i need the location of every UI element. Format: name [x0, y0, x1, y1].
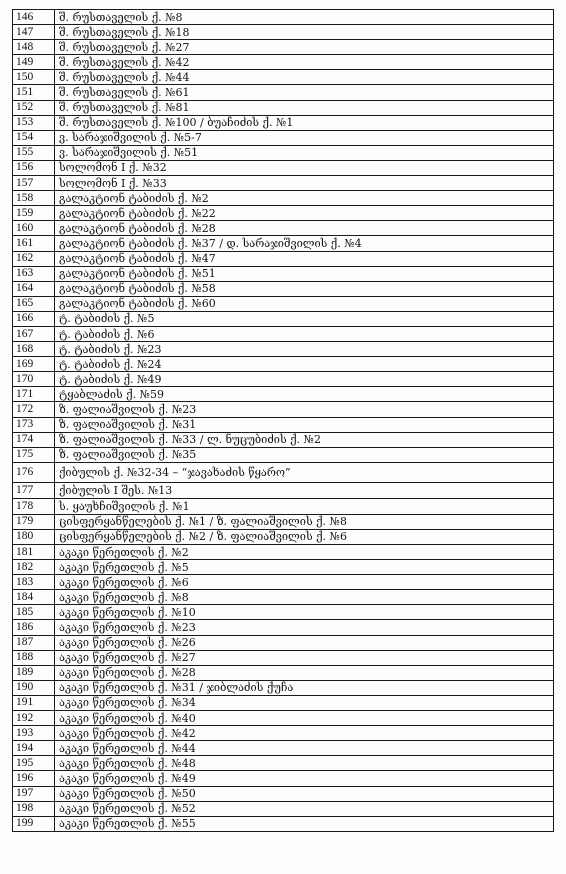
- address-cell: გალაკტიონ ტაბიძის ქ. №2: [55, 191, 554, 206]
- row-number: 195: [13, 756, 55, 771]
- table-row: [13, 741, 554, 756]
- row-number: 183: [13, 575, 55, 590]
- table-row: [13, 695, 554, 710]
- row-number: 180: [13, 529, 55, 544]
- row-number: 182: [13, 560, 55, 575]
- address-cell: აკაკი წერეთლის ქ. №28: [55, 665, 554, 680]
- table-row: [13, 387, 554, 402]
- table-row: [13, 40, 554, 55]
- table-row: [13, 482, 554, 498]
- table-row: [13, 130, 554, 145]
- address-cell: აკაკი წერეთლის ქ. №44: [55, 741, 554, 756]
- row-number: 172: [13, 402, 55, 417]
- row-number: 166: [13, 311, 55, 326]
- table-row: [13, 191, 554, 206]
- table-row: [13, 402, 554, 417]
- table-row: [13, 801, 554, 816]
- table-row: [13, 357, 554, 372]
- row-number: 162: [13, 251, 55, 266]
- address-cell: აკაკი წერეთლის ქ. №23: [55, 620, 554, 635]
- row-number: 193: [13, 726, 55, 741]
- row-number: 192: [13, 711, 55, 726]
- address-cell: გალაკტიონ ტაბიძის ქ. №47: [55, 251, 554, 266]
- address-cell: აკაკი წერეთლის ქ. №26: [55, 635, 554, 650]
- row-number: 175: [13, 447, 55, 462]
- address-cell: ზ. ფალიაშვილის ქ. №31: [55, 417, 554, 432]
- address-cell: ქიბულის I შეს. №13: [55, 482, 554, 498]
- address-cell: გალაკტიონ ტაბიძის ქ. №51: [55, 266, 554, 281]
- row-number: 167: [13, 326, 55, 341]
- table-row: [13, 160, 554, 175]
- address-cell: ცისფერყანწელების ქ. №2 / ზ. ფალიაშვილის ქ. №6: [55, 529, 554, 544]
- table-row: [13, 545, 554, 560]
- row-number: 199: [13, 816, 55, 831]
- address-cell: აკაკი წერეთლის ქ. №27: [55, 650, 554, 665]
- table-row: [13, 281, 554, 296]
- row-number: 178: [13, 498, 55, 514]
- row-number: 181: [13, 545, 55, 560]
- address-cell: ვ. სარაჯიშვილის ქ. №51: [55, 145, 554, 160]
- table-row: [13, 417, 554, 432]
- address-cell: ზ. ფალიაშვილის ქ. №23: [55, 402, 554, 417]
- address-cell: აკაკი წერეთლის ქ. №34: [55, 695, 554, 710]
- address-cell: ტყაბლაძის ქ. №59: [55, 387, 554, 402]
- row-number: 153: [13, 115, 55, 130]
- table-row: [13, 221, 554, 236]
- row-number: 174: [13, 432, 55, 447]
- row-number: 196: [13, 771, 55, 786]
- table-row: [13, 620, 554, 635]
- row-number: 164: [13, 281, 55, 296]
- address-cell: ვ. სარაჯიშვილის ქ. №5-7: [55, 130, 554, 145]
- row-number: 186: [13, 620, 55, 635]
- address-cell: აკაკი წერეთლის ქ. №55: [55, 816, 554, 831]
- row-number: 191: [13, 695, 55, 710]
- table-row: [13, 711, 554, 726]
- address-cell: აკაკი წერეთლის ქ. №42: [55, 726, 554, 741]
- table-row: [13, 816, 554, 831]
- table-row: [13, 771, 554, 786]
- row-number: 184: [13, 590, 55, 605]
- address-cell: ს. ყაუხჩიშვილის ქ. №1: [55, 498, 554, 514]
- table-row: [13, 605, 554, 620]
- address-table-body: [13, 10, 554, 832]
- row-number: 152: [13, 100, 55, 115]
- row-number: 158: [13, 191, 55, 206]
- table-row: [13, 251, 554, 266]
- table-row: [13, 680, 554, 695]
- table-row: [13, 372, 554, 387]
- row-number: 187: [13, 635, 55, 650]
- table-row: [13, 462, 554, 482]
- table-row: [13, 560, 554, 575]
- row-number: 198: [13, 801, 55, 816]
- address-cell: შ. რუსთაველის ქ. №8: [55, 10, 554, 25]
- address-cell: გალაკტიონ ტაბიძის ქ. №60: [55, 296, 554, 311]
- address-cell: აკაკი წერეთლის ქ. №10: [55, 605, 554, 620]
- row-number: 189: [13, 665, 55, 680]
- address-cell: ქიბულის ქ. №32-34 – “ჯავახაძის წყარო”: [55, 462, 554, 482]
- row-number: 177: [13, 482, 55, 498]
- address-cell: აკაკი წერეთლის ქ. №40: [55, 711, 554, 726]
- row-number: 165: [13, 296, 55, 311]
- row-number: 173: [13, 417, 55, 432]
- address-cell: გალაკტიონ ტაბიძის ქ. №58: [55, 281, 554, 296]
- address-cell: შ. რუსთაველის ქ. №42: [55, 55, 554, 70]
- address-cell: აკაკი წერეთლის ქ. №5: [55, 560, 554, 575]
- row-number: 156: [13, 160, 55, 175]
- table-row: [13, 590, 554, 605]
- table-row: [13, 266, 554, 281]
- table-row: [13, 311, 554, 326]
- row-number: 146: [13, 10, 55, 25]
- table-row: [13, 70, 554, 85]
- address-cell: აკაკი წერეთლის ქ. №6: [55, 575, 554, 590]
- row-number: 197: [13, 786, 55, 801]
- table-row: [13, 145, 554, 160]
- address-cell: აკაკი წერეთლის ქ. №8: [55, 590, 554, 605]
- table-row: [13, 206, 554, 221]
- address-cell: გალაკტიონ ტაბიძის ქ. №28: [55, 221, 554, 236]
- address-cell: შ. რუსთაველის ქ. №81: [55, 100, 554, 115]
- address-cell: ზ. ფალიაშვილის ქ. №35: [55, 447, 554, 462]
- table-row: [13, 55, 554, 70]
- table-row: [13, 575, 554, 590]
- table-row: [13, 176, 554, 191]
- row-number: 179: [13, 514, 55, 529]
- table-row: [13, 115, 554, 130]
- table-row: [13, 726, 554, 741]
- table-row: [13, 665, 554, 680]
- address-cell: ტ. ტაბიძის ქ. №23: [55, 342, 554, 357]
- address-cell: შ. რუსთაველის ქ. №61: [55, 85, 554, 100]
- row-number: 154: [13, 130, 55, 145]
- address-cell: აკაკი წერეთლის ქ. №2: [55, 545, 554, 560]
- table-row: [13, 10, 554, 25]
- address-cell: გალაკტიონ ტაბიძის ქ. №22: [55, 206, 554, 221]
- table-row: [13, 342, 554, 357]
- table-row: [13, 514, 554, 529]
- row-number: 188: [13, 650, 55, 665]
- table-row: [13, 236, 554, 251]
- address-cell: აკაკი წერეთლის ქ. №48: [55, 756, 554, 771]
- address-cell: ტ. ტაბიძის ქ. №5: [55, 311, 554, 326]
- address-cell: შ. რუსთაველის ქ. №18: [55, 25, 554, 40]
- address-cell: გალაკტიონ ტაბიძის ქ. №37 / დ. სარაჯიშვილის ქ. №4: [55, 236, 554, 251]
- address-cell: შ. რუსთაველის ქ. №27: [55, 40, 554, 55]
- address-cell: აკაკი წერეთლის ქ. №52: [55, 801, 554, 816]
- address-cell: ტ. ტაბიძის ქ. №24: [55, 357, 554, 372]
- table-row: [13, 635, 554, 650]
- row-number: 148: [13, 40, 55, 55]
- address-table: [12, 9, 554, 832]
- address-cell: ცისფერყანწელების ქ. №1 / ზ. ფალიაშვილის ქ. №8: [55, 514, 554, 529]
- row-number: 160: [13, 221, 55, 236]
- row-number: 150: [13, 70, 55, 85]
- address-cell: სოლომონ I ქ. №33: [55, 176, 554, 191]
- row-number: 159: [13, 206, 55, 221]
- row-number: 161: [13, 236, 55, 251]
- table-row: [13, 100, 554, 115]
- address-cell: აკაკი წერეთლის ქ. №49: [55, 771, 554, 786]
- address-cell: სოლომონ I ქ. №32: [55, 160, 554, 175]
- row-number: 151: [13, 85, 55, 100]
- table-row: [13, 498, 554, 514]
- address-cell: ტ. ტაბიძის ქ. №49: [55, 372, 554, 387]
- row-number: 155: [13, 145, 55, 160]
- row-number: 168: [13, 342, 55, 357]
- address-cell: აკაკი წერეთლის ქ. №31 / ჯიბლაძის ქუჩა: [55, 680, 554, 695]
- table-row: [13, 650, 554, 665]
- address-cell: ზ. ფალიაშვილის ქ. №33 / ლ. ნუცუბიძის ქ. №2: [55, 432, 554, 447]
- table-row: [13, 756, 554, 771]
- address-cell: შ. რუსთაველის ქ. №100 / ბუაჩიძის ქ. №1: [55, 115, 554, 130]
- table-row: [13, 529, 554, 544]
- table-row: [13, 786, 554, 801]
- row-number: 185: [13, 605, 55, 620]
- row-number: 190: [13, 680, 55, 695]
- row-number: 176: [13, 462, 55, 482]
- address-cell: ტ. ტაბიძის ქ. №6: [55, 326, 554, 341]
- row-number: 170: [13, 372, 55, 387]
- table-row: [13, 326, 554, 341]
- row-number: 149: [13, 55, 55, 70]
- address-cell: აკაკი წერეთლის ქ. №50: [55, 786, 554, 801]
- table-row: [13, 296, 554, 311]
- row-number: 157: [13, 176, 55, 191]
- table-row: [13, 432, 554, 447]
- address-cell: შ. რუსთაველის ქ. №44: [55, 70, 554, 85]
- table-row: [13, 447, 554, 462]
- row-number: 147: [13, 25, 55, 40]
- row-number: 194: [13, 741, 55, 756]
- row-number: 171: [13, 387, 55, 402]
- row-number: 163: [13, 266, 55, 281]
- table-row: [13, 25, 554, 40]
- row-number: 169: [13, 357, 55, 372]
- table-row: [13, 85, 554, 100]
